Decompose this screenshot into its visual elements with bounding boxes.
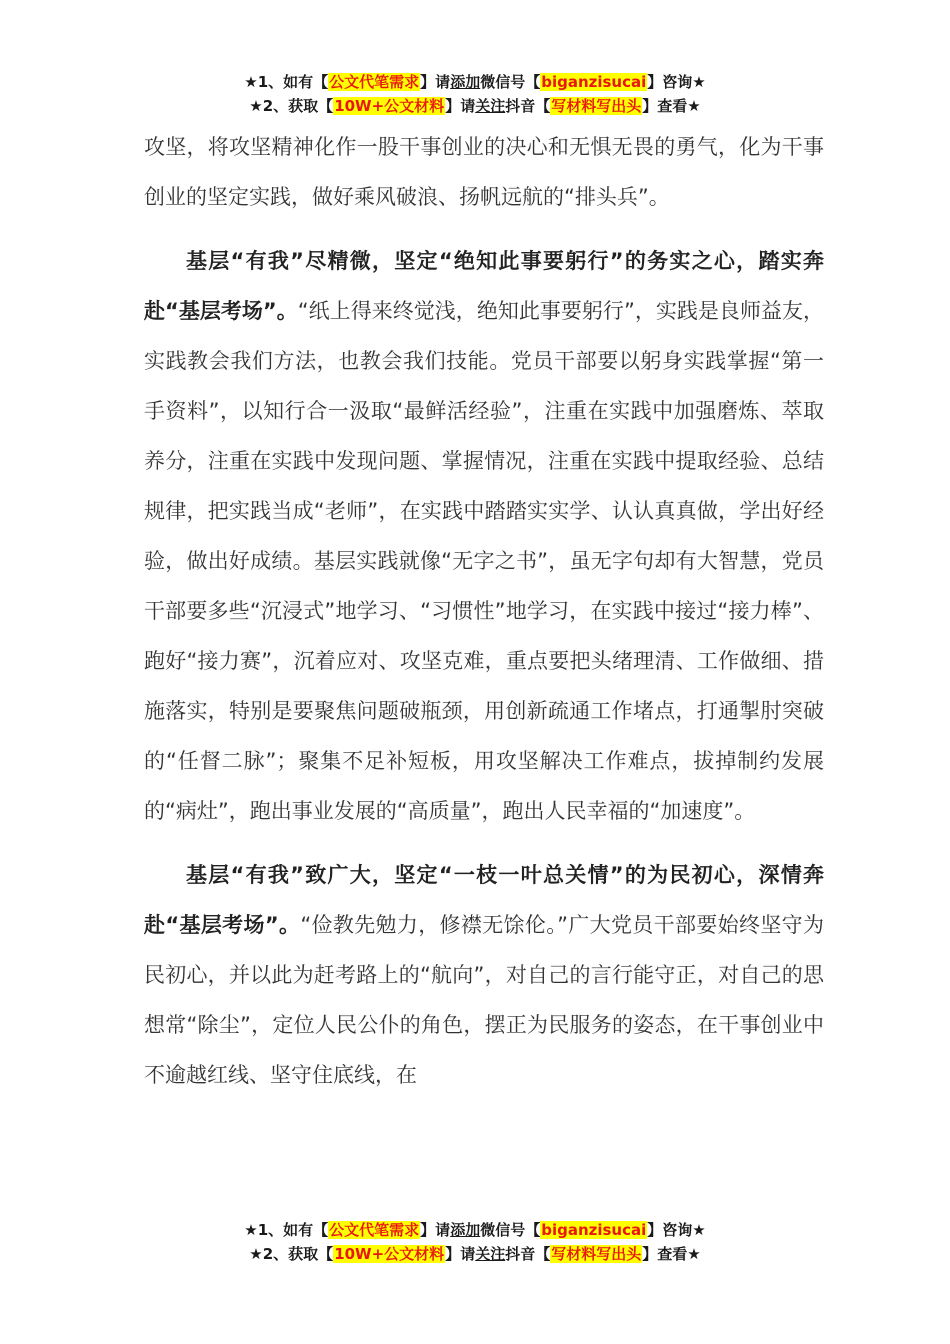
paragraph-practice <box>144 236 824 836</box>
banner-text: 】请 <box>445 97 476 115</box>
banner-underline: 添加 <box>450 1221 481 1239</box>
document-body <box>144 122 824 1100</box>
banner-text: ★2、获取【 <box>249 97 334 115</box>
paragraph-continued: 攻坚，将攻坚精神化作一股干事创业的决心和无惧无畏的勇气，化为干事创业的坚定实践，做好乘风破浪、扬帆远航的“排头兵”。 <box>144 135 824 209</box>
footer-banner <box>0 1218 950 1266</box>
banner-underline: 关注 <box>475 97 506 115</box>
banner-text: 抖音【 <box>505 97 551 115</box>
banner-text: ★2、获取【 <box>249 1245 334 1263</box>
paragraph-text: “俭教先勉力，修襟无馀伦。”广大党员干部要始终坚守为民初心，并以此为赶考路上的“航向”，对自己的言行能守正，对自己的思想常“除尘”，定位人民公仆的角色，摆正为民服务的姿态，在干事创业中不逾越红线、坚守住底线，在 <box>144 913 824 1087</box>
banner-text: 】咨询★ <box>647 73 706 91</box>
banner-text: 】查看★ <box>642 1245 701 1263</box>
banner-highlight: biganzisucai <box>541 1221 647 1239</box>
banner-text: 】咨询★ <box>647 1221 706 1239</box>
banner-highlight: 写材料写出头 <box>551 97 642 115</box>
banner-line-2 <box>0 1242 950 1266</box>
paragraph-lead: 基层“有我”尽精微，坚定“绝知此事要躬行”的务实之心，踏实奔赴“基层考场”。 <box>144 249 824 323</box>
banner-highlight: 10W+公文材料 <box>334 1245 445 1263</box>
banner-text: 微信号【 <box>480 73 541 91</box>
banner-highlight: 公文代笔需求 <box>329 1221 420 1239</box>
banner-highlight: 公文代笔需求 <box>329 73 420 91</box>
banner-highlight: biganzisucai <box>541 73 647 91</box>
banner-underline: 关注 <box>475 1245 506 1263</box>
header-banner <box>0 70 950 118</box>
banner-text: 】请 <box>420 73 451 91</box>
banner-underline: 添加 <box>450 73 481 91</box>
paragraph-lead: 基层“有我”致广大，坚定“一枝一叶总关情”的为民初心，深情奔赴“基层考场”。 <box>144 863 824 937</box>
banner-text: ★1、如有【 <box>244 73 329 91</box>
banner-highlight: 写材料写出头 <box>551 1245 642 1263</box>
banner-text: ★1、如有【 <box>244 1221 329 1239</box>
banner-highlight: 10W+公文材料 <box>334 97 445 115</box>
banner-text: 】查看★ <box>642 97 701 115</box>
banner-line-1 <box>0 1218 950 1242</box>
banner-text: 】请 <box>445 1245 476 1263</box>
paragraph-text: “纸上得来终觉浅，绝知此事要躬行”，实践是良师益友，实践教会我们方法，也教会我们技能。党员干部要以躬身实践掌握“第一手资料”，以知行合一汲取“最鲜活经验”，注重在实践中加强磨炼、萃取养分，注重在实践中发现问题、掌握情况，注重在实践中提取经验、总结规律，把实践当成“老师”，在实践中踏踏实实学、认认真真做，学出好经验，做出好成绩。基层实践就像“无字之书”，虽无字句却有大智慧，党员干部要多些“沉浸式”地学习、“习惯性”地学习，在实践中接过“接力棒”、跑好“接力赛”，沉着应对、攻坚克难，重点要把头绪理清、工作做细、措施落实，特别是要聚焦问题破瓶颈，用创新疏通工作堵点，打通掣肘突破的“任督二脉”；聚集不足补短板，用攻坚解决工作难点，拔掉制约发展的“病灶”，跑出事业发展的“高质量”，跑出人民幸福的“加速度”。 <box>144 299 824 823</box>
banner-line-2 <box>0 94 950 118</box>
banner-line-1 <box>0 70 950 94</box>
paragraph-people <box>144 850 824 1100</box>
banner-text: 抖音【 <box>505 1245 551 1263</box>
banner-text: 微信号【 <box>480 1221 541 1239</box>
banner-text: 】请 <box>420 1221 451 1239</box>
